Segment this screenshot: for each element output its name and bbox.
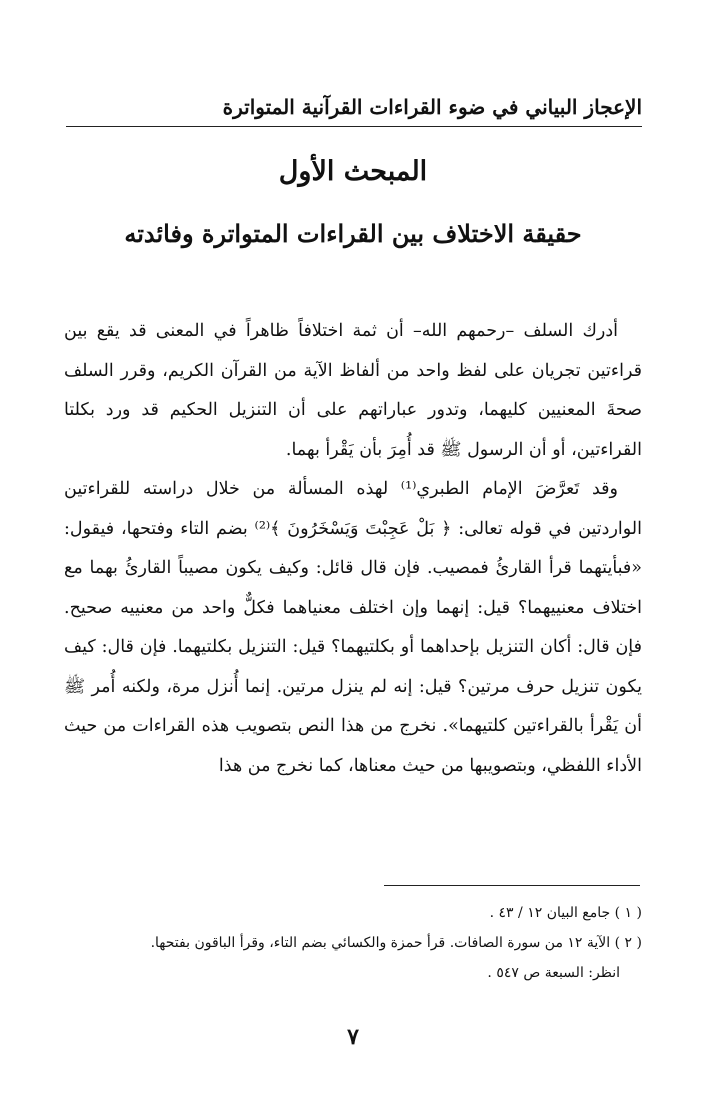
footnote: ( ٢ ) الآية ١٢ من سورة الصافات. قرأ حمزة والكسائي بضم التاء، وقرأ الباقون بفتحها. bbox=[150, 935, 642, 951]
section-subtitle: حقيقة الاختلاف بين القراءات المتواترة وفائدته bbox=[124, 219, 582, 248]
page-number: ٧ bbox=[347, 1024, 359, 1050]
paragraph: وقد تَعرَّضَ الإمام الطبري⁽¹⁾ لهذه المسألة من خلال دراسته للقراءتين الواردتين في قوله تعالى: ﴿ بَلْ عَجِبْتَ وَيَسْخَرُونَ ﴾⁽²⁾ بضم التاء وفتحها، فيقول: «فبأيتهما قرأ القارئُ فمصيب. فإن قال قائل: وكيف يكون مصيباً القارئُ بهما مع اختلاف معنييهما؟ قيل: إنهما وإن اختلف معنياهما فكلٌّ واحد من معنييه صحيح. فإن قال: أكان التنزيل بإحداهما أو بكلتيهما؟ قيل: التنزيل بكلتيهما. فإن قال: كيف يكون تنزيل حرف مرتين؟ قيل: إنه لم ينزل مرتين. إنما أُنزل مرة، ولكنه أُمر ﷺ أن يَقْرأ بالقراءتين كلتيهما». نخرج من هذا النص بتصويب هذه القراءات من حيث الأداء اللفظي، وبتصويبها من حيث معناها، كما نخرج من هذا bbox=[64, 479, 643, 776]
footnote: ( ١ ) جامع البيان ١٢ / ٤٣ . bbox=[489, 905, 642, 921]
running-header: الإعجاز البياني في ضوء القراءات القرآنية المتواترة bbox=[222, 95, 642, 119]
footnote-continuation: انظر: السبعة ص ٥٤٧ . bbox=[487, 965, 620, 981]
footnotes bbox=[64, 898, 642, 988]
footnote-rule bbox=[384, 885, 640, 886]
section-title: المبحث الأول bbox=[278, 156, 428, 187]
header-rule bbox=[66, 126, 642, 127]
paragraph: أدرك السلف –رحمهم الله– أن ثمة اختلافاً ظاهراً في المعنى قد يقع بين قراءتين تجريان على لفظ واحد من ألفاظ الآية من القرآن الكريم، وقرر السلف صحةَ المعنيين كليهما، وتدور عباراتهم على أن التنزيل الحكيم قد ورد بكلتا القراءتين، أو أن الرسول ﷺ قد أُمِرَ بأن يَقْرأ بهما. bbox=[64, 321, 642, 460]
body-text bbox=[64, 312, 642, 786]
